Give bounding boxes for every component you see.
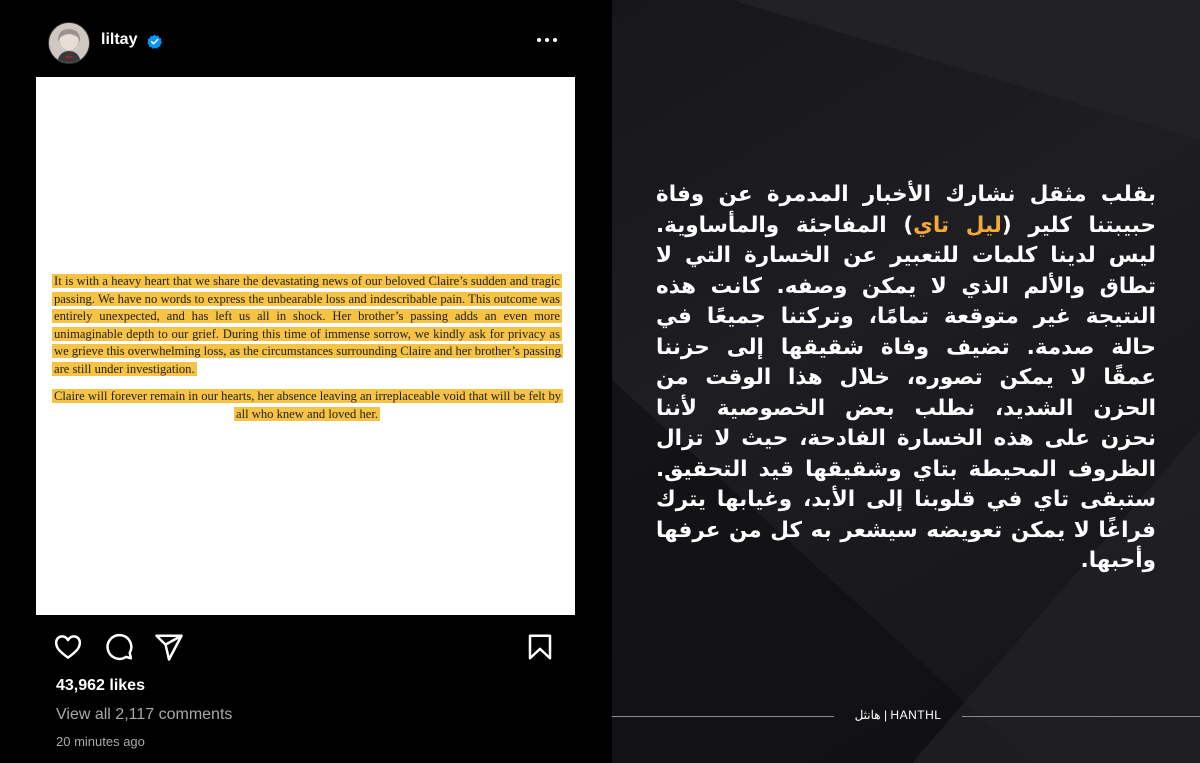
bookmark-icon[interactable] bbox=[525, 632, 555, 662]
statement-paragraph-1: It is with a heavy heart that we share the devastating news of our beloved Claire’s sudden and tragic passing. We have no words to express the unbearable loss and indescribable pain. This outcome was entirely unexpected, and has left us all in shock. Her brother’s passing adds an even more unimaginable depth to our grief. During this time of immense sorrow, we kindly ask for privacy as we grieve this overwhelming loss, as the circumstances surrounding Claire and her brother’s passing are still under investigation. bbox=[54, 274, 561, 376]
footer-divider-right bbox=[962, 716, 1200, 717]
avatar-photo-icon bbox=[49, 23, 89, 63]
more-options-icon[interactable] bbox=[535, 28, 559, 52]
view-comments-link[interactable]: View all 2,117 comments bbox=[56, 706, 233, 723]
arabic-name-highlight: ليل تاي bbox=[913, 212, 1002, 238]
statement-text bbox=[52, 273, 562, 423]
username[interactable]: liltay bbox=[101, 31, 138, 48]
comment-icon[interactable] bbox=[104, 632, 134, 662]
statement-paragraph-2: Claire will forever remain in our hearts, her absence leaving an irreplaceable void that will be felt by all who knew and loved her. bbox=[54, 389, 562, 421]
translation-panel bbox=[612, 0, 1200, 763]
post-header bbox=[0, 0, 612, 80]
avatar[interactable] bbox=[48, 22, 90, 64]
share-icon[interactable] bbox=[154, 632, 184, 662]
heart-icon[interactable] bbox=[53, 632, 83, 662]
arabic-text-end: ) المفاجئة والمأساوية. ليس لدينا كلمات للتعبير عن الخسارة التي لا تطاق والألم الذي لا يمكن وصفه. كانت هذه النتيجة غير متوقعة تمامًا، وتركتنا جميعًا في حالة صدمة. تضيف وفاة شقيقها إلى حزننا عمقًا لا يمكن تصوره، خلال هذا الوقت من الحزن الشديد، نطلب بعض الخصوصية لأننا نحزن على هذه الخسارة الفادحة، حيث لا تزال الظروف المحيطة بتاي وشقيقها قيد التحقيق. ستبقى تاي في قلوبنا إلى الأبد، وغيابها يترك فراغًا لا يمكن تعويضه سيشعر به كل من عرفها وأحبها. bbox=[656, 212, 1156, 573]
brand-label: هانثل | HANTHL bbox=[854, 708, 942, 722]
post-image[interactable] bbox=[36, 77, 575, 615]
verified-badge-icon bbox=[147, 34, 162, 49]
arabic-translation bbox=[656, 180, 1156, 577]
post-timestamp: 20 minutes ago bbox=[56, 734, 145, 749]
likes-count[interactable]: 43,962 likes bbox=[56, 677, 145, 694]
arabic-text-start: بقلب مثقل نشارك الأخبار المدمرة عن وفاة حبيبتنا كلير ( bbox=[656, 182, 1156, 238]
footer-divider-left bbox=[612, 716, 834, 717]
action-bar bbox=[0, 628, 612, 668]
